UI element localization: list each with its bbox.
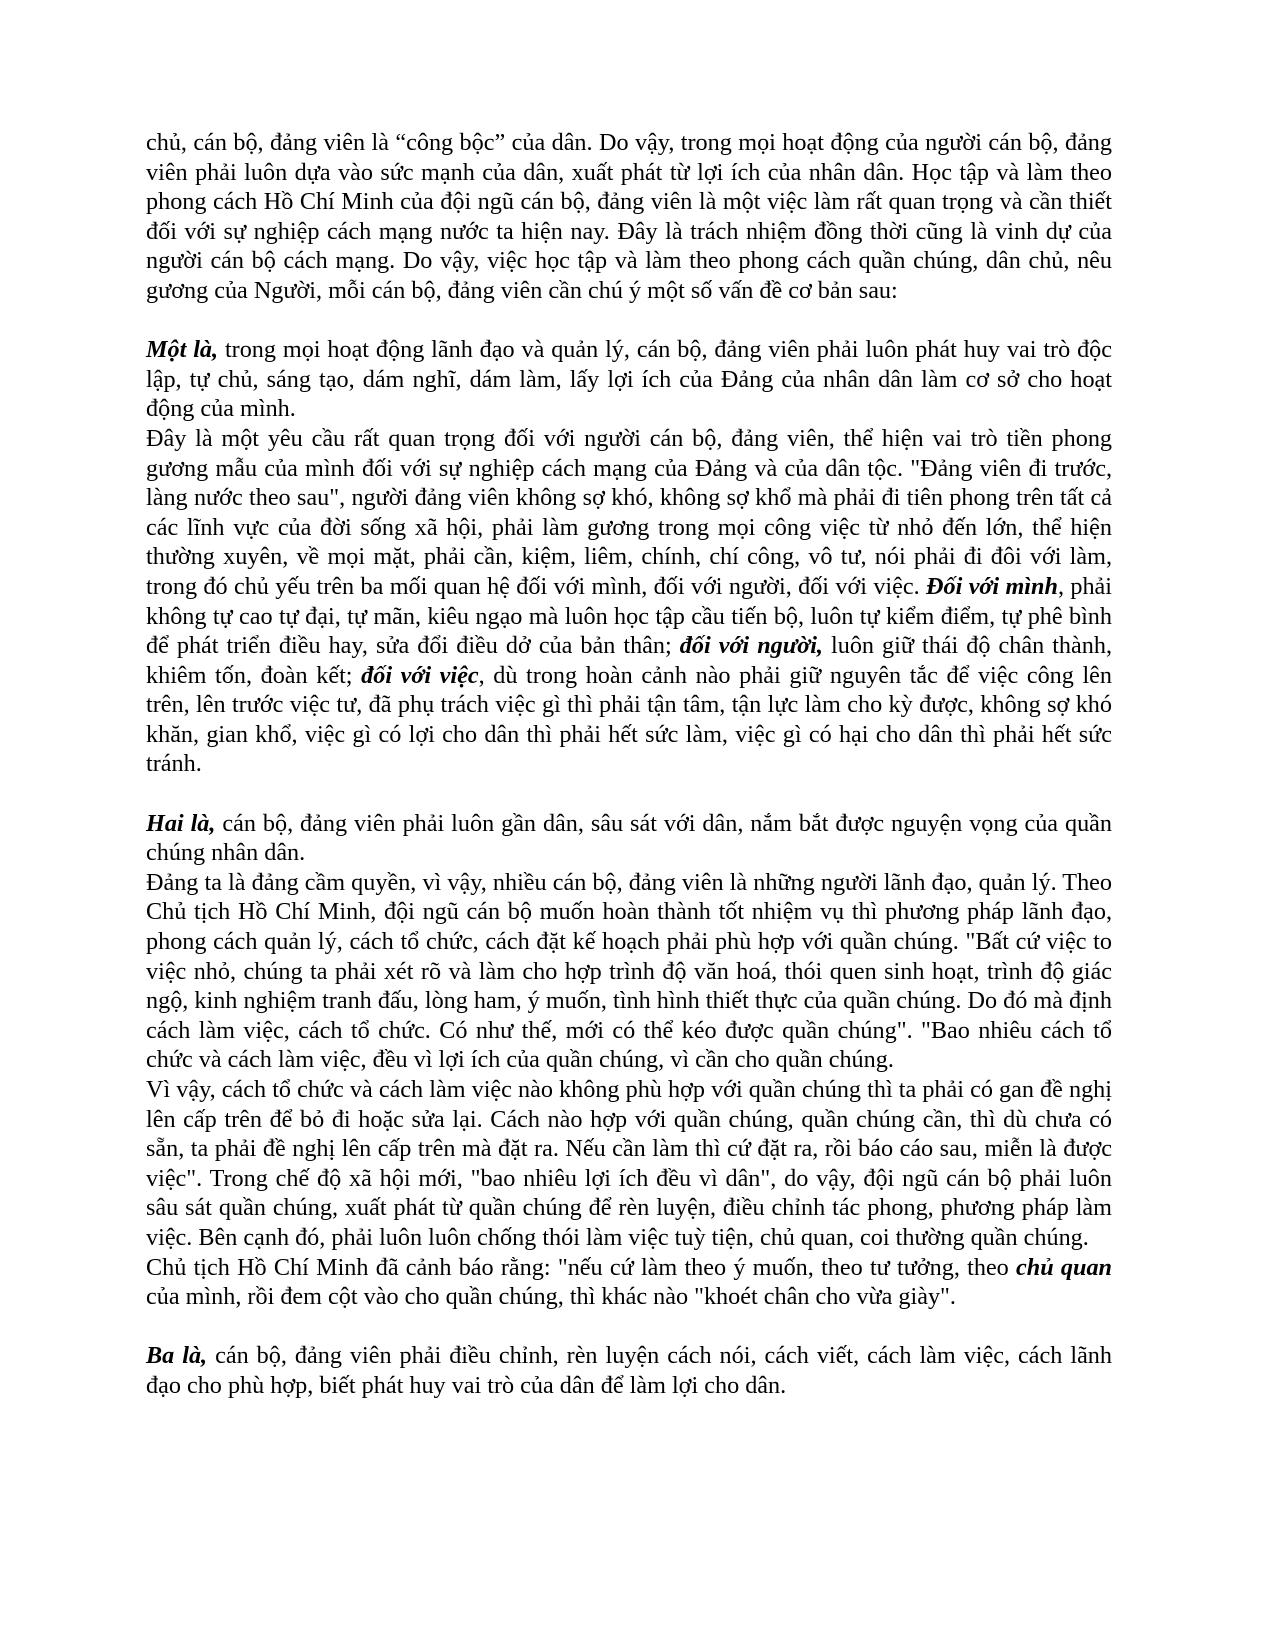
- emphasis-doi-voi-minh: Đối với mình: [926, 572, 1058, 600]
- point-two-quote-a: Chủ tịch Hồ Chí Minh đã cảnh báo rằng: "nếu cứ làm theo ý muốn, theo tư tưởng, theo: [146, 1253, 1017, 1281]
- emphasis-doi-voi-nguoi: đối với người,: [679, 632, 823, 660]
- point-two-body-paragraph: Đảng ta là đảng cầm quyền, vì vậy, nhiều cán bộ, đảng viên là những người lãnh đạo, quản lý. Theo Chủ tịch Hồ Chí Minh, đội ngũ cán bộ muốn hoàn thành tốt nhiệm vụ thì phương pháp lãnh đạo, phong cách quản lý, cách tổ chức, cách đặt kế hoạch phải phù hợp với quần chúng. "Bất cứ việc to việc nhỏ, chúng ta phải xét rõ và làm cho hợp trình độ văn hoá, thói quen sinh hoạt, trình độ giác ngộ, kinh nghiệm tranh đấu, lòng ham, ý muốn, tình hình thiết thực của quần chúng. Do đó mà định cách làm việc, cách tổ chức. Có như thế, mới có thể kéo được quần chúng". "Bao nhiêu cách tổ chức và cách làm việc, đều vì lợi ích của quần chúng, vì cần cho quần chúng.: [146, 868, 1112, 1074]
- point-two-heading-paragraph: [146, 809, 1112, 868]
- point-two-quote-b: của mình, rồi đem cột vào cho quần chúng, thì khác nào "khoét chân cho vừa giày".: [146, 1283, 956, 1311]
- point-two-body-paragraph-2: Vì vậy, cách tổ chức và cách làm việc nào không phù hợp với quần chúng thì ta phải có gan đề nghị lên cấp trên để bỏ đi hoặc sửa lại. Cách nào hợp với quần chúng, quần chúng cần, thì dù chưa có sẵn, ta phải đề nghị lên cấp trên mà đặt ra. Nếu cần làm thì cứ đặt ra, rồi báo cáo sau, miễn là được việc". Trong chế độ xã hội mới, "bao nhiêu lợi ích đều vì dân", do vậy, đội ngũ cán bộ phải luôn sâu sát quần chúng, xuất phát từ quần chúng để rèn luyện, điều chỉnh tác phong, phương pháp làm việc. Bên cạnh đó, phải luôn luôn chống thói làm việc tuỳ tiện, chủ quan, coi thường quần chúng.: [146, 1076, 1112, 1251]
- point-two-text: cán bộ, đảng viên phải luôn gần dân, sâu sát với dân, nắm bắt được nguyện vọng của quần chúng nhân dân.: [146, 809, 1112, 867]
- point-one-body-d: , dù trong hoàn cảnh nào phải giữ nguyên tắc để việc công lên trên, lên trước việc tư, đã phụ trách việc gì thì phải tận tâm, tận lực làm cho kỳ được, không sợ khó khăn, gian khổ, việc gì có lợi cho dân thì phải hết sức làm, việc gì có hại cho dân thì phải hết sức tránh.: [146, 661, 1112, 778]
- paragraph-gap: [146, 779, 1112, 809]
- emphasis-doi-voi-viec: đối với việc: [361, 661, 479, 689]
- point-two-label: Hai là,: [146, 809, 216, 837]
- point-one-heading-paragraph: [146, 335, 1112, 424]
- point-one-body-paragraph: [146, 424, 1112, 779]
- emphasis-chu-quan: chủ quan: [1016, 1253, 1112, 1281]
- point-three-heading-paragraph: [146, 1341, 1112, 1400]
- point-one-body-c: luôn giữ thái độ chân thành, khiêm tốn, đoàn kết;: [146, 632, 1113, 689]
- point-three-label: Ba là,: [146, 1342, 208, 1370]
- paragraph-gap: [146, 1312, 1112, 1342]
- intro-paragraph: chủ, cán bộ, đảng viên là “công bộc” của dân. Do vậy, trong mọi hoạt động của người cán bộ, đảng viên phải luôn dựa vào sức mạnh của dân, xuất phát từ lợi ích của nhân dân. Học tập và làm theo phong cách Hồ Chí Minh của đội ngũ cán bộ, đảng viên là một việc làm rất quan trọng và cần thiết đối với sự nghiệp cách mạng nước ta hiện nay. Đây là trách nhiệm đồng thời cũng là vinh dự của người cán bộ cách mạng. Do vậy, việc học tập và làm theo phong cách quần chúng, dân chủ, nêu gương của Người, mỗi cán bộ, đảng viên cần chú ý một số vấn đề cơ bản sau:: [146, 129, 1112, 304]
- document-page: [146, 128, 1112, 1401]
- point-three-text: cán bộ, đảng viên phải điều chỉnh, rèn luyện cách nói, cách viết, cách làm việc, cách lãnh đạo cho phù hợp, biết phát huy vai trò của dân để làm lợi cho dân.: [146, 1342, 1112, 1399]
- point-two-quote-paragraph: [146, 1253, 1112, 1312]
- point-one-body-b: , phải không tự cao tự đại, tự mãn, kiêu ngạo mà luôn học tập cầu tiến bộ, luôn tự kiểm điểm, tự phê bình để phát triển điều hay, sửa đổi điều dở của bản thân;: [146, 572, 1112, 660]
- paragraph-gap: [146, 306, 1112, 336]
- point-one-body-a: Đây là một yêu cầu rất quan trọng đối với người cán bộ, đảng viên, thể hiện vai trò tiền phong gương mẫu của mình đối với sự nghiệp cách mạng của Đảng và của dân tộc. "Đảng viên đi trước, làng nước theo sau", người đảng viên không sợ khó, không sợ khổ mà phải đi tiên phong trên tất cả các lĩnh vực của đời sống xã hội, phải làm gương trong mọi công việc từ nhỏ đến lớn, thể hiện thường xuyên, về mọi mặt, phải cần, kiệm, liêm, chính, chí công, vô tư, nói phải đi đôi với làm, trong đó chủ yếu trên ba mối quan hệ đối với mình, đối với người, đối với việc.: [146, 424, 1112, 600]
- point-one-text: trong mọi hoạt động lãnh đạo và quản lý, cán bộ, đảng viên phải luôn phát huy vai trò độc lập, tự chủ, sáng tạo, dám nghĩ, dám làm, lấy lợi ích của Đảng của nhân dân làm cơ sở cho hoạt động của mình.: [146, 336, 1112, 423]
- point-one-label: Một là,: [146, 336, 219, 364]
